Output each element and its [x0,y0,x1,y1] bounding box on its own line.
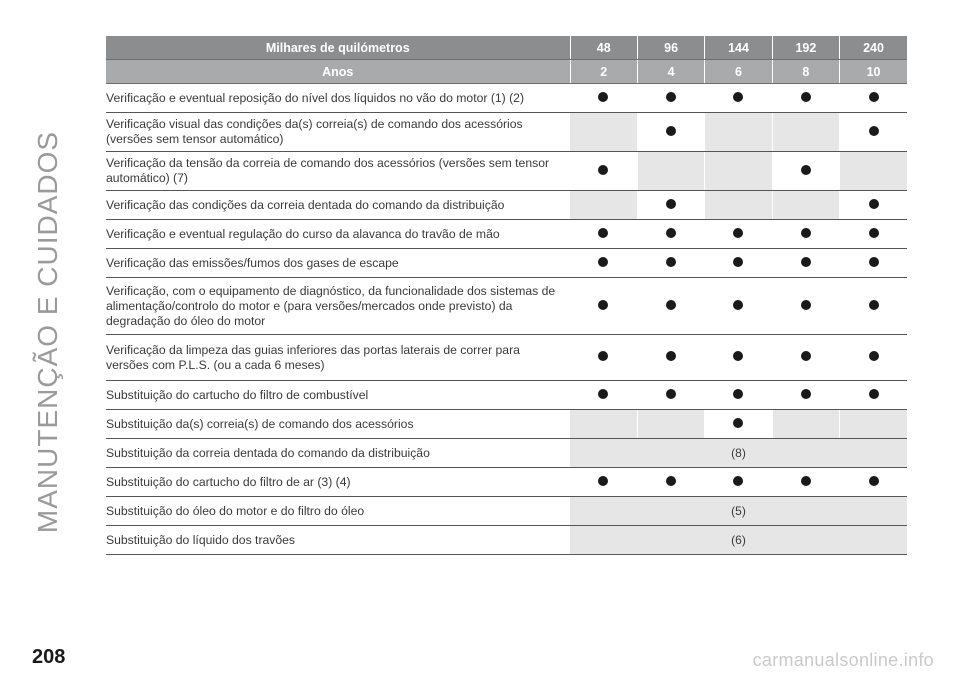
check-cell [705,381,772,410]
header-years-value: 4 [637,60,704,84]
table-row [106,84,907,113]
dot-icon [869,257,879,267]
check-cell [705,468,772,497]
header-years-value: 2 [570,60,637,84]
check-cell [772,381,839,410]
check-cell [637,84,704,113]
table-row [106,113,907,152]
check-cell [840,84,907,113]
table-row [106,249,907,278]
check-cell [570,381,637,410]
check-cell [637,335,704,381]
maintenance-schedule-table [106,36,907,555]
table-row [106,191,907,220]
empty-cell [705,113,772,152]
check-cell [637,278,704,335]
empty-cell [570,410,637,439]
dot-icon [666,300,676,310]
check-cell [637,468,704,497]
dot-icon [733,351,743,361]
check-cell [570,278,637,335]
check-cell [772,220,839,249]
check-cell [840,191,907,220]
header-miles-value: 192 [772,36,839,60]
empty-cell [705,152,772,191]
dot-icon [733,228,743,238]
check-cell [840,220,907,249]
check-cell [840,113,907,152]
operation-description: Verificação da tensão da correia de comando dos acessórios (versões sem tensor automático) (7) [106,152,570,191]
dot-icon [666,199,676,209]
check-cell [570,220,637,249]
dot-icon [598,228,608,238]
empty-cell [637,152,704,191]
dot-icon [666,92,676,102]
dot-icon [801,228,811,238]
check-cell [637,249,704,278]
dot-icon [598,476,608,486]
page-number: 208 [32,646,66,668]
check-cell [637,113,704,152]
operation-description: Verificação e eventual reposição do nível dos líquidos no vão do motor (1) (2) [106,84,570,113]
dot-icon [666,351,676,361]
header-miles-value: 240 [840,36,907,60]
operation-description: Substituição do óleo do motor e do filtro do óleo [106,497,570,526]
table-body [106,84,907,555]
dot-icon [733,92,743,102]
check-cell [637,381,704,410]
dot-icon [598,351,608,361]
dot-icon [869,228,879,238]
table-row [106,526,907,555]
dot-icon [869,300,879,310]
empty-cell [772,410,839,439]
dot-icon [733,476,743,486]
table-row [106,220,907,249]
header-miles-value: 144 [705,36,772,60]
dot-icon [801,92,811,102]
dot-icon [869,199,879,209]
empty-cell [570,191,637,220]
dot-icon [801,165,811,175]
dot-icon [666,257,676,267]
dot-icon [666,389,676,399]
operation-description: Verificação da limpeza das guias inferiores das portas laterais de correr para versões com P.L.S. (ou a cada 6 meses) [106,335,570,381]
operation-description: Substituição do cartucho do filtro de ar (3) (4) [106,468,570,497]
dot-icon [666,126,676,136]
operation-description: Verificação das emissões/fumos dos gases de escape [106,249,570,278]
table-row [106,439,907,468]
dot-icon [598,165,608,175]
check-cell [840,381,907,410]
check-cell [705,335,772,381]
header-row-miles [106,36,907,60]
interval-note: (5) [570,497,907,526]
check-cell [637,191,704,220]
check-cell [840,249,907,278]
empty-cell [840,152,907,191]
check-cell [570,468,637,497]
check-cell [772,278,839,335]
table-row [106,410,907,439]
interval-note: (8) [570,439,907,468]
check-cell [570,249,637,278]
dot-icon [598,92,608,102]
table-row [106,497,907,526]
operation-description: Substituição do líquido dos travões [106,526,570,555]
dot-icon [869,92,879,102]
check-cell [840,335,907,381]
check-cell [705,249,772,278]
dot-icon [869,351,879,361]
check-cell [840,468,907,497]
table-row [106,468,907,497]
check-cell [705,84,772,113]
dot-icon [733,418,743,428]
dot-icon [801,351,811,361]
empty-cell [637,410,704,439]
dot-icon [801,389,811,399]
header-years-value: 6 [705,60,772,84]
empty-cell [705,191,772,220]
table-row [106,335,907,381]
check-cell [570,84,637,113]
dot-icon [666,476,676,486]
dot-icon [869,389,879,399]
empty-cell [772,191,839,220]
header-miles-value: 96 [637,36,704,60]
operation-description: Substituição do cartucho do filtro de combustível [106,381,570,410]
dot-icon [801,476,811,486]
header-row-years [106,60,907,84]
dot-icon [801,300,811,310]
dot-icon [598,300,608,310]
watermark: carmanualsonline.info [752,650,934,670]
empty-cell [772,113,839,152]
dot-icon [733,389,743,399]
check-cell [705,410,772,439]
operation-description: Verificação das condições da correia dentada do comando da distribuição [106,191,570,220]
operation-description: Verificação visual das condições da(s) correia(s) de comando dos acessórios (versões sem tensor automático) [106,113,570,152]
table-row [106,278,907,335]
operation-description: Verificação e eventual regulação do curso da alavanca do travão de mão [106,220,570,249]
header-miles-label: Milhares de quilómetros [106,36,570,60]
dot-icon [733,300,743,310]
check-cell [840,278,907,335]
check-cell [705,278,772,335]
interval-note: (6) [570,526,907,555]
check-cell [705,220,772,249]
check-cell [570,335,637,381]
header-years-value: 10 [840,60,907,84]
check-cell [570,152,637,191]
header-miles-value: 48 [570,36,637,60]
dot-icon [869,476,879,486]
header-years-value: 8 [772,60,839,84]
section-title: MANUTENÇÃO E CUIDADOS [32,130,63,534]
check-cell [772,335,839,381]
check-cell [772,152,839,191]
check-cell [772,468,839,497]
dot-icon [598,257,608,267]
operation-description: Verificação, com o equipamento de diagnóstico, da funcionalidade dos sistemas de alimentação/controlo do motor e (para versões/mercados onde previsto) da degradação do óleo do motor [106,278,570,335]
dot-icon [801,257,811,267]
operation-description: Substituição da correia dentada do comando da distribuição [106,439,570,468]
table-row [106,152,907,191]
empty-cell [570,113,637,152]
check-cell [772,84,839,113]
check-cell [637,220,704,249]
dot-icon [733,257,743,267]
header-years-label: Anos [106,60,570,84]
check-cell [772,249,839,278]
dot-icon [869,126,879,136]
operation-description: Substituição da(s) correia(s) de comando dos acessórios [106,410,570,439]
empty-cell [840,410,907,439]
dot-icon [598,389,608,399]
dot-icon [666,228,676,238]
table-row [106,381,907,410]
